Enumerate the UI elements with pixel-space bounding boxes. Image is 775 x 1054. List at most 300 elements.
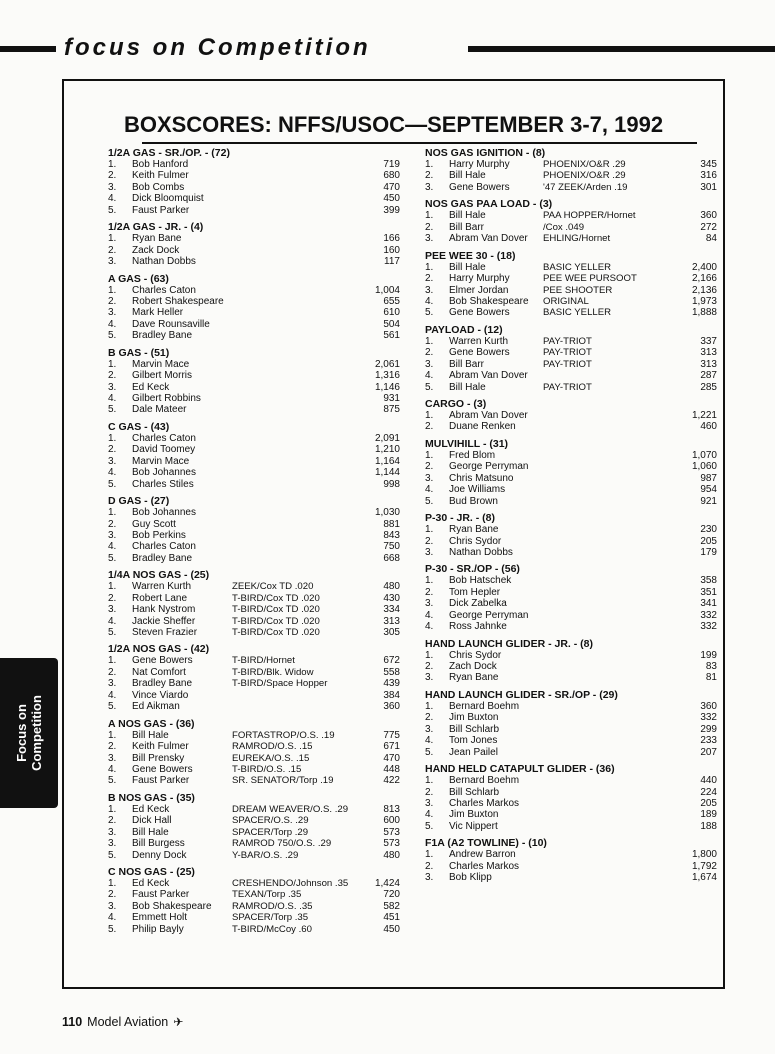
results-section (425, 250, 717, 319)
result-score: 341 (700, 598, 717, 610)
boxscores-title: BOXSCORES: NFFS/USOC—SEPTEMBER 3-7, 1992 (123, 112, 664, 137)
result-model: EHLING/Hornet (543, 233, 611, 245)
result-row (425, 359, 717, 370)
result-rank: 2. (108, 170, 117, 182)
result-rank: 4. (108, 912, 117, 924)
result-rank: 2. (108, 295, 117, 307)
result-name: Tom Jones (449, 735, 498, 747)
section-title: MULVIHILL - (31) (425, 437, 509, 450)
side-tab (0, 658, 58, 808)
result-row (425, 450, 717, 461)
result-row (108, 479, 404, 490)
result-score: 470 (383, 181, 400, 193)
result-score: 504 (383, 318, 400, 330)
result-rank: 3. (108, 604, 117, 616)
result-score: 345 (700, 159, 717, 170)
result-name: Bob Shakespeare (132, 900, 212, 912)
result-row (425, 650, 717, 661)
result-model: T-BIRD/Cox TD .020 (232, 604, 320, 616)
result-row (108, 319, 404, 330)
result-score: 439 (383, 678, 400, 690)
result-model: T-BIRD/Hornet (232, 655, 295, 667)
result-name: Chris Sydor (449, 649, 502, 661)
result-name: Bob Hatschek (449, 575, 512, 587)
result-score: 931 (383, 393, 400, 404)
result-row (425, 575, 717, 586)
result-score: 1,144 (374, 467, 400, 479)
result-name: Nat Comfort (132, 666, 186, 678)
result-row (425, 587, 717, 598)
side-tab-line1: Focus on (14, 704, 29, 762)
result-rank: 2. (425, 461, 434, 473)
result-name: Jim Buxton (449, 809, 499, 821)
section-title: HAND HELD CATAPULT GLIDER - (36) (425, 763, 615, 776)
result-score: 1,424 (374, 878, 400, 889)
result-name: Bernard Boehm (449, 775, 520, 787)
result-score: 480 (383, 849, 400, 861)
result-score: 451 (383, 912, 400, 924)
result-row (108, 901, 404, 912)
result-row (425, 222, 717, 233)
result-score: 272 (700, 221, 717, 233)
result-name: Dick Bloomquist (132, 193, 204, 205)
results-section (108, 569, 404, 638)
result-name: Dick Hall (132, 815, 172, 827)
result-rank: 3. (108, 752, 117, 764)
left-results-column (108, 147, 404, 940)
result-score: 610 (383, 307, 400, 319)
result-rank: 1. (425, 700, 434, 712)
result-row (425, 347, 717, 358)
result-row (425, 210, 717, 221)
result-name: Bill Hale (449, 261, 486, 273)
result-rank: 2. (425, 347, 434, 359)
result-rank: 1. (108, 284, 117, 296)
result-row (108, 393, 404, 404)
result-score: 655 (383, 295, 400, 307)
result-row (425, 159, 717, 170)
result-row (108, 467, 404, 478)
result-rank: 5. (108, 404, 117, 416)
result-score: 450 (383, 923, 400, 935)
result-score: 81 (705, 672, 717, 684)
header-rule-right (468, 46, 775, 52)
result-rank: 2. (108, 244, 117, 256)
result-name: Dave Rounsaville (132, 318, 210, 330)
result-row (425, 809, 717, 820)
result-row (108, 182, 404, 193)
result-score: 299 (700, 723, 717, 735)
result-score: 719 (383, 159, 400, 170)
result-rank: 2. (425, 586, 434, 598)
result-rank: 3. (108, 529, 117, 541)
section-title: P-30 - JR. - (8) (425, 512, 496, 525)
result-name: Mark Heller (132, 307, 184, 319)
result-score: 83 (705, 661, 717, 672)
result-row (108, 233, 404, 244)
result-name: Jackie Sheffer (132, 615, 196, 627)
results-section (108, 273, 404, 342)
result-row (108, 444, 404, 455)
result-rank: 3. (108, 826, 117, 838)
results-section (425, 763, 717, 832)
result-rank: 1. (425, 649, 434, 661)
result-name: Ed Aikman (132, 701, 180, 713)
result-rank: 2. (108, 815, 117, 827)
result-name: Bill Hale (449, 170, 486, 182)
result-rank: 3. (108, 181, 117, 193)
result-model: RAMROD/O.S. .35 (232, 900, 313, 912)
section-title: D GAS - (27) (108, 495, 170, 508)
result-row (108, 307, 404, 318)
result-score: 205 (700, 535, 717, 547)
result-score: 285 (700, 381, 717, 393)
result-score: 360 (700, 210, 717, 222)
result-rank: 2. (425, 273, 434, 285)
result-rank: 4. (108, 615, 117, 627)
section-title: NOS GAS PAA LOAD - (3) (425, 198, 553, 211)
result-name: George Perryman (449, 461, 529, 473)
page-header (0, 32, 775, 64)
result-name: Ed Keck (132, 803, 170, 815)
result-name: Duane Renken (449, 421, 516, 433)
result-row (108, 889, 404, 900)
result-rank: 1. (425, 210, 434, 222)
result-name: Ed Keck (132, 381, 170, 393)
result-model: T-BIRD/McCoy .60 (232, 923, 312, 935)
results-section (108, 495, 404, 564)
result-name: Bradley Bane (132, 330, 193, 342)
result-score: 188 (700, 820, 717, 832)
result-model: SR. SENATOR/Torp .19 (232, 775, 334, 787)
result-name: Bill Hale (132, 729, 169, 741)
result-score: 334 (383, 604, 400, 616)
result-name: Abram Van Dover (449, 410, 528, 421)
result-row (108, 581, 404, 592)
result-score: 1,800 (691, 849, 717, 861)
result-rank: 2. (108, 741, 117, 753)
result-name: Dick Zabelka (449, 598, 507, 610)
result-score: 337 (700, 335, 717, 347)
page-footer (62, 1015, 183, 1029)
result-rank: 1. (108, 729, 117, 741)
result-row (108, 370, 404, 381)
result-model: T-BIRD/Cox TD .020 (232, 592, 320, 604)
result-rank: 3. (108, 381, 117, 393)
result-score: 422 (383, 775, 400, 787)
result-name: Bill Hale (449, 381, 486, 393)
result-row (108, 159, 404, 170)
result-rank: 3. (108, 256, 117, 268)
result-row (425, 735, 717, 746)
result-score: 470 (383, 752, 400, 764)
section-title: A GAS - (63) (108, 272, 169, 285)
result-row (108, 924, 404, 935)
results-section (108, 421, 404, 490)
result-row (108, 775, 404, 786)
result-name: Robert Shakespeare (132, 295, 224, 307)
result-model: PAY-TRIOT (543, 358, 592, 370)
section-title: C NOS GAS - (25) (108, 866, 195, 878)
section-title: PAYLOAD - (12) (425, 323, 503, 336)
result-name: Bradley Bane (132, 552, 193, 564)
result-row (425, 798, 717, 809)
result-score: 600 (383, 815, 400, 827)
results-section (425, 563, 717, 632)
result-rank: 1. (425, 410, 434, 421)
result-score: 668 (383, 552, 400, 564)
result-name: Marvin Mace (132, 455, 190, 467)
result-name: Ross Jahnke (449, 621, 507, 633)
results-section (108, 643, 404, 712)
result-row (108, 205, 404, 216)
section-title: 1/2A GAS - JR. - (4) (108, 221, 204, 234)
result-row (108, 804, 404, 815)
result-model: DREAM WEAVER/O.S. .29 (232, 803, 349, 815)
result-rank: 2. (425, 661, 434, 672)
result-rank: 3. (425, 598, 434, 610)
result-name: Bill Barr (449, 221, 485, 233)
result-rank: 3. (425, 797, 434, 809)
result-rank: 1. (425, 449, 434, 461)
result-rank: 1. (425, 849, 434, 861)
result-name: Robert Lane (132, 592, 188, 604)
result-name: Ed Keck (132, 878, 170, 889)
result-score: 332 (700, 609, 717, 621)
result-row (425, 536, 717, 547)
result-name: Emmett Holt (132, 912, 188, 924)
result-rank: 2. (425, 860, 434, 872)
result-name: Faust Parker (132, 775, 190, 787)
result-rank: 4. (108, 689, 117, 701)
result-score: 313 (700, 347, 717, 359)
result-score: 332 (700, 712, 717, 724)
result-name: Charles Markos (449, 797, 520, 809)
result-score: 117 (384, 256, 400, 268)
result-row (425, 484, 717, 495)
result-name: Joe Williams (449, 484, 506, 496)
result-model: ORIGINAL (543, 295, 589, 307)
result-score: 672 (383, 655, 400, 667)
result-name: Abram Van Dover (449, 233, 528, 245)
title-underline (142, 142, 697, 144)
result-model: SPACER/Torp .29 (232, 826, 309, 838)
result-row (108, 245, 404, 256)
result-rank: 3. (108, 307, 117, 319)
result-name: Charles Caton (132, 284, 196, 296)
result-rank: 1. (425, 261, 434, 273)
result-score: 875 (383, 404, 400, 416)
result-score: 881 (383, 518, 400, 530)
result-row (425, 872, 717, 883)
result-score: 160 (383, 244, 400, 256)
result-name: Zack Dock (132, 244, 180, 256)
result-score: 230 (700, 524, 717, 536)
result-rank: 5. (425, 495, 434, 507)
result-row (425, 849, 717, 860)
result-row (108, 593, 404, 604)
result-name: Bob Johannes (132, 507, 196, 519)
result-rank: 3. (425, 284, 434, 296)
section-title: HAND LAUNCH GLIDER - SR./OP - (29) (425, 688, 618, 701)
result-rank: 3. (425, 233, 434, 245)
result-rank: 1. (108, 655, 117, 667)
result-score: 987 (700, 472, 717, 484)
result-score: 1,888 (691, 307, 717, 319)
result-name: Chris Matsuno (449, 472, 514, 484)
section-title: B NOS GAS - (35) (108, 791, 195, 804)
result-model: FORTASTROP/O.S. .19 (232, 729, 335, 741)
result-name: Bill Prensky (132, 752, 185, 764)
result-rank: 5. (425, 746, 434, 758)
result-score: 351 (700, 586, 717, 598)
result-rank: 2. (425, 712, 434, 724)
header-title: focus on Competition (64, 34, 371, 61)
section-title: P-30 - SR./OP - (56) (425, 563, 520, 576)
result-rank: 1. (425, 335, 434, 347)
result-name: Ryan Bane (449, 672, 499, 684)
result-name: Harry Murphy (449, 159, 510, 170)
result-row (108, 193, 404, 204)
result-rank: 2. (425, 221, 434, 233)
result-rank: 4. (425, 735, 434, 747)
result-rank: 5. (108, 627, 117, 638)
result-rank: 3. (425, 672, 434, 684)
result-row (108, 507, 404, 518)
result-score: 207 (700, 746, 717, 758)
result-name: Denny Dock (132, 849, 187, 861)
result-score: 843 (383, 529, 400, 541)
result-row (108, 382, 404, 393)
result-score: 1,070 (691, 449, 717, 461)
section-title: HAND LAUNCH GLIDER - JR. - (8) (425, 637, 593, 650)
result-model: T-BIRD/O.S. .15 (232, 763, 302, 775)
result-name: Ryan Bane (449, 524, 499, 536)
result-rank: 3. (425, 472, 434, 484)
result-model: PHOENIX/O&R .29 (543, 159, 626, 170)
result-score: 954 (700, 484, 717, 496)
result-rank: 4. (425, 809, 434, 821)
result-row (108, 456, 404, 467)
result-row (425, 496, 717, 507)
results-section (108, 147, 404, 216)
result-score: 1,973 (691, 295, 717, 307)
result-model: T-BIRD/Space Hopper (232, 678, 328, 690)
result-rank: 5. (108, 701, 117, 713)
result-row (425, 273, 717, 284)
result-model: PAA HOPPER/Hornet (543, 210, 636, 222)
result-name: Charles Stiles (132, 478, 194, 490)
result-name: Charles Caton (132, 432, 196, 444)
result-score: 1,674 (691, 872, 717, 884)
result-score: 1,221 (691, 410, 717, 421)
result-score: 384 (383, 689, 400, 701)
result-name: Charles Caton (132, 541, 196, 553)
result-score: 360 (383, 701, 400, 713)
result-rank: 2. (425, 786, 434, 798)
result-row (108, 912, 404, 923)
result-model: BASIC YELLER (543, 261, 612, 273)
result-rank: 3. (108, 900, 117, 912)
result-model: T-BIRD/Blk. Widow (232, 666, 314, 678)
result-rank: 2. (108, 444, 117, 456)
result-name: Ryan Bane (132, 233, 182, 245)
result-name: Nathan Dobbs (132, 256, 196, 268)
result-row (108, 604, 404, 615)
results-section (108, 792, 404, 861)
result-name: Keith Fulmer (132, 170, 189, 182)
result-model: BASIC YELLER (543, 307, 612, 319)
result-row (108, 627, 404, 638)
result-rank: 3. (425, 872, 434, 884)
result-rank: 5. (108, 552, 117, 564)
result-name: Bob Combs (132, 181, 185, 193)
result-name: Bob Klipp (449, 872, 492, 884)
result-row (108, 827, 404, 838)
result-row (108, 285, 404, 296)
result-score: 205 (700, 797, 717, 809)
result-model: PHOENIX/O&R .29 (543, 170, 626, 182)
result-name: Bob Hanford (132, 159, 189, 170)
result-name: Warren Kurth (132, 581, 192, 593)
result-name: Dale Mateer (132, 404, 187, 416)
results-section (108, 866, 404, 935)
result-row (425, 370, 717, 381)
section-title: PEE WEE 30 - (18) (425, 249, 516, 262)
result-name: Andrew Barron (449, 849, 516, 861)
result-score: 561 (383, 330, 400, 342)
result-score: 301 (700, 181, 717, 193)
result-row (108, 655, 404, 666)
result-rank: 4. (108, 467, 117, 479)
result-score: 430 (383, 592, 400, 604)
result-row (425, 598, 717, 609)
result-row (425, 672, 717, 683)
result-name: Gene Bowers (132, 763, 193, 775)
result-row (425, 524, 717, 535)
results-section (425, 324, 717, 393)
result-model: PEE WEE PURSOOT (543, 273, 637, 285)
result-name: Keith Fulmer (132, 741, 189, 753)
result-row (108, 741, 404, 752)
result-name: Bob Shakespeare (449, 295, 529, 307)
result-rank: 3. (108, 838, 117, 850)
result-model: '47 ZEEK/Arden .19 (543, 181, 628, 193)
result-rank: 4. (425, 370, 434, 382)
result-row (425, 621, 717, 632)
result-model: RAMROD 750/O.S. .29 (232, 838, 332, 850)
result-score: 1,792 (691, 860, 717, 872)
result-row (425, 701, 717, 712)
results-section (425, 147, 717, 193)
result-model: PEE SHOOTER (543, 284, 613, 296)
results-section (425, 638, 717, 684)
result-rank: 2. (425, 421, 434, 433)
result-score: 332 (700, 621, 717, 633)
result-row (108, 330, 404, 341)
result-rank: 2. (425, 170, 434, 182)
result-rank: 1. (108, 233, 117, 245)
result-model: RAMROD/O.S. .15 (232, 741, 313, 753)
result-model: PAY-TRIOT (543, 381, 592, 393)
result-row (425, 821, 717, 832)
result-score: 166 (383, 233, 400, 245)
result-model: Y-BAR/O.S. .29 (232, 849, 299, 861)
result-rank: 2. (108, 889, 117, 901)
result-model: ZEEK/Cox TD .020 (232, 581, 314, 593)
result-row (108, 815, 404, 826)
result-name: Zach Dock (449, 661, 497, 672)
